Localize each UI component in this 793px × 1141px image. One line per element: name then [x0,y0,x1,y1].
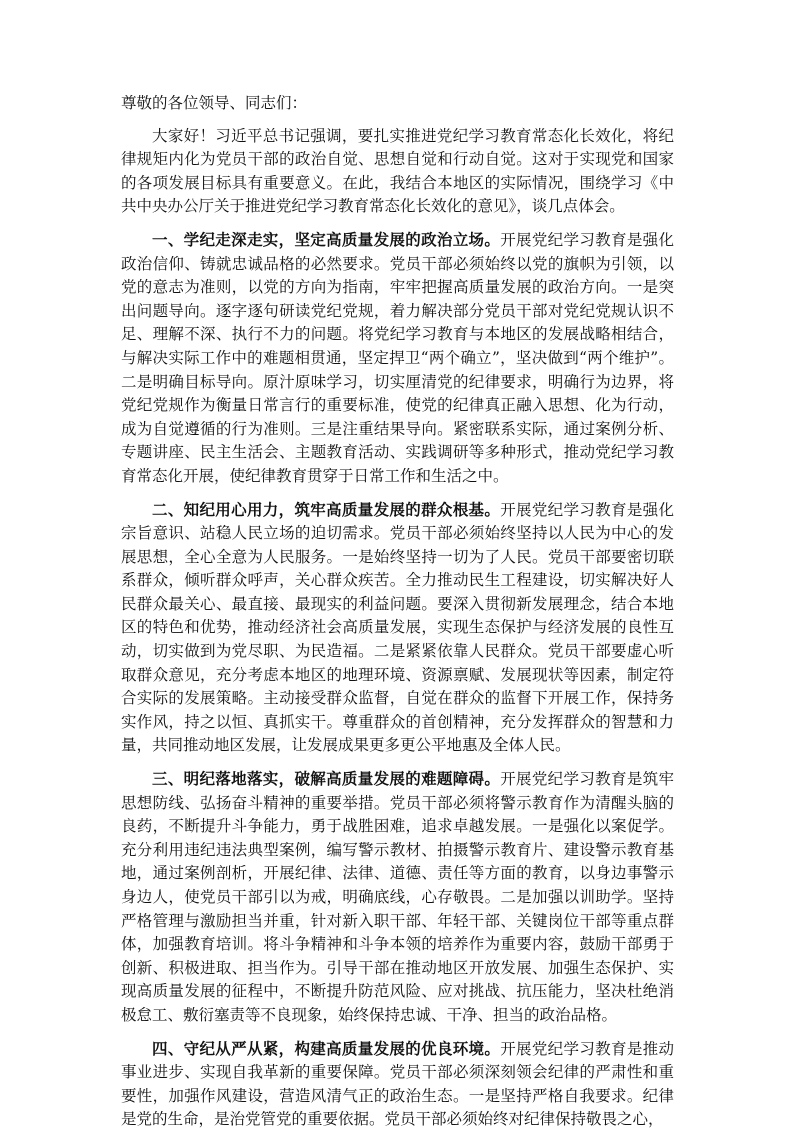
section-2-paragraph [121,498,674,759]
section-1-heading: 一、学纪走深走实，坚定高质量发展的政治立场。 [152,229,501,249]
section-3-heading: 三、明纪落地落实，破解高质量发展的难题障碍。 [152,769,501,789]
section-2-body: 开展党纪学习教育是强化宗旨意识、站稳人民立场的迫切需求。党员干部必须始终坚持以人民为中心的发展思想，全心全意为人民服务。一是始终坚持一切为了人民。党员干部要密切联系群众，倾听群众呼声，关心群众疾苦。全力推动民生工程建设，切实解决好人民群众最关心、最直接、最现实的利益问题。要深入贯彻新发展理念，结合本地区的特色和优势，推动经济社会高质量发展，实现生态保护与经济发展的良性互动，切实做到为党尽职、为民造福。二是紧紧依靠人民群众。党员干部要虚心听取群众意见，充分考虑本地区的地理环境、资源禀赋、发展现状等因素，制定符合实际的发展策略。主动接受群众监督，自觉在群众的监督下开展工作，保持务实作风，持之以恒、真抓实干。尊重群众的首创精神，充分发挥群众的智慧和力量，共同推动地区发展，让发展成果更多更公平地惠及全体人民。 [121,500,674,755]
section-3-body: 开展党纪学习教育是筑牢思想防线、弘扬奋斗精神的重要举措。党员干部必须将警示教育作为清醒头脑的良药，不断提升斗争能力，勇于战胜困难，追求卓越发展。一是强化以案促学。充分利用违纪违法典型案例，编写警示教材、拍摄警示教育片、建设警示教育基地，通过案例剖析，开展纪律、法律、道德、责任等方面的教育，以身边事警示身边人，使党员干部引以为戒，明确底线，心存敬畏。二是加强以训助学。坚持严格管理与激励担当并重，针对新入职干部、年轻干部、关键岗位干部等重点群体，加强教育培训。将斗争精神和斗争本领的培养作为重要内容，鼓励干部勇于创新、积极进取、担当作为。引导干部在推动地区开放发展、加强生态保护、实现高质量发展的征程中，不断提升防范风险、应对挑战、抗压能力，坚决杜绝消极怠工、敷衍塞责等不良现象，始终保持忠诚、干净、担当的政治品格。 [121,770,674,1024]
section-4-paragraph [121,1037,674,1132]
section-1-body: 开展党纪学习教育是强化政治信仰、铸就忠诚品格的必然要求。党员干部必须始终以党的旗帜为引领，以党的意志为准则，以党的方向为指南，牢牢把握高质量发展的政治方向。一是突出问题导向。逐字逐句研读党纪党规，着力解决部分党员干部对党纪党规认识不足、理解不深、执行不力的问题。将党纪学习教育与本地区的发展战略相结合，与解决实际工作中的难题相贯通，坚定捍卫“两个确立”，坚决做到“两个维护”。二是明确目标导向。原汁原味学习，切实厘清党的纪律要求，明确行为边界，将党纪党规作为衡量日常言行的重要标准，使党的纪律真正融入思想、化为行动，成为自觉遵循的行为准则。三是注重结果导向。紧密联系实际，通过案例分析、专题讲座、民主生活会、主题教育活动、实践调研等多种形式，推动党纪学习教育常态化开展，使纪律教育贯穿于日常工作和生活之中。 [121,230,674,485]
section-4-heading: 四、守纪从严从紧，构建高质量发展的优良环境。 [152,1038,501,1058]
section-1-paragraph [121,228,674,489]
document-page [121,92,674,1141]
section-4-body: 开展党纪学习教育是推动事业进步、实现自我革新的重要保障。党员干部必须深刻领会纪律的严肃性和重要性，加强作风建设，营造风清气正的政治生态。一是坚持严格自我要求。纪律是党的生命，是治党管党的重要依据。党员干部必须始终对纪律保持敬畏之心， [121,1039,674,1129]
section-3-paragraph [121,767,674,1028]
section-2-heading: 二、知纪用心用力，筑牢高质量发展的群众根基。 [152,499,501,519]
salutation: 尊敬的各位领导、同志们： [121,94,308,112]
intro-paragraph: 大家好！习近平总书记强调，要扎实推进党纪学习教育常态化长效化，将纪律规矩内化为党员干部的政治自觉、思想自觉和行动自觉。这对于实现党和国家的各项发展目标具有重要意义。在此，我结合本地区的实际情况，围绕学习《中共中央办公厅关于推进党纪学习教育常态化长效化的意见》，谈几点体会。 [121,126,674,216]
